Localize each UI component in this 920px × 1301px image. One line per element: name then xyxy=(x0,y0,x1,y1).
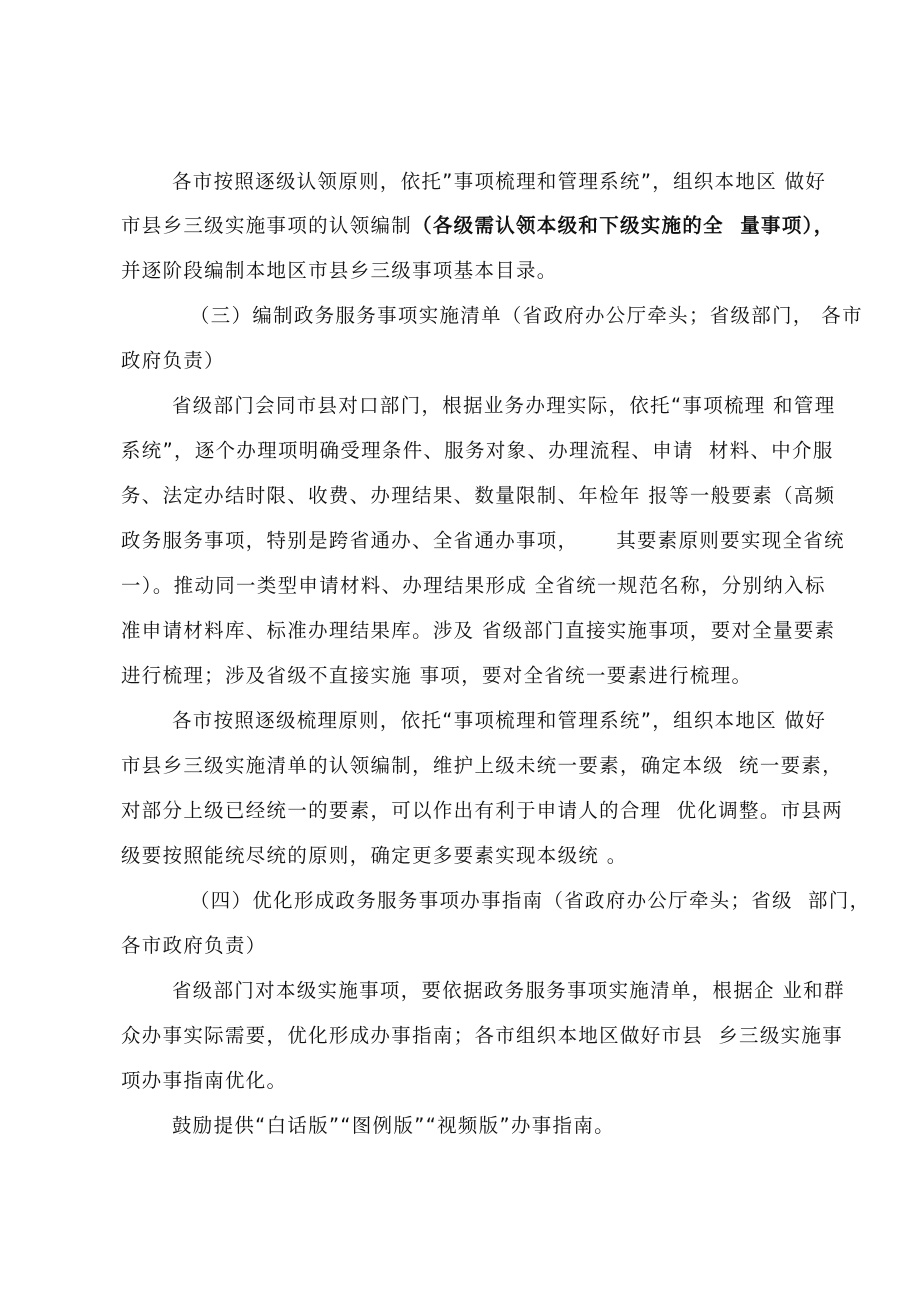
paragraph-6-line-3: 项办事指南优化。 xyxy=(121,1069,288,1092)
paragraph-3-line-7: 进行梳理；涉及省级不直接实施 事项，要对全省统一要素进行梳理。 xyxy=(121,664,753,687)
section-4-heading-line-2: 各市政府负责） xyxy=(121,934,267,957)
section-3-heading-line-2: 政府负责） xyxy=(121,349,225,372)
paragraph-3-line-1: 省级部门会同市县对口部门，根据业务办理实际，依托“事项梳理 和管理 xyxy=(172,394,836,417)
paragraph-3-line-3: 务、法定办结时限、收费、办理结果、数量限制、年检年 报等一般要素（高频 xyxy=(121,484,836,507)
paragraph-7-line-1: 鼓励提供“白话版”“图例版”“视频版”办事指南。 xyxy=(172,1114,615,1137)
paragraph-4-line-4: 级要按照能统尽统的原则，确定更多要素实现本级统 。 xyxy=(121,844,628,867)
section-4-heading-line-1: （四）优化形成政务服务事项办事指南（省政府办公厅牵头；省级 部门， xyxy=(190,889,871,912)
paragraph-6-line-1: 省级部门对本级实施事项，要依据政务服务事项实施清单，根据企 业和群 xyxy=(172,979,845,1002)
paragraph-1-line-2-normal: 市县乡三级实施事项的认领编制 xyxy=(121,214,413,237)
paragraph-4-line-3: 对部分上级已经统一的要素，可以作出有利于申请人的合理 优化调整。市县两 xyxy=(121,799,844,822)
paragraph-3-line-6: 准申请材料库、标准办理结果库。涉及 省级部门直接实施事项，要对全量要素 xyxy=(121,619,836,642)
paragraph-4-line-2: 市县乡三级实施清单的认领编制，维护上级未统一要素，确定本级 统一要素， xyxy=(121,754,844,777)
paragraph-4-line-1: 各市按照逐级梳理原则，依托“事项梳理和管理系统”，组织本地区 做好 xyxy=(172,709,827,732)
paragraph-3-line-2: 系统”，逐个办理项明确受理条件、服务对象、办理流程、申请 材料、中介服 xyxy=(121,439,834,462)
section-3-heading-line-1: （三）编制政务服务事项实施清单（省政府办公厅牵头；省级部门， 各市 xyxy=(190,304,863,327)
paragraph-1-line-2 xyxy=(121,213,835,239)
paragraph-3-line-4: 政务服务事项，特别是跨省通办、全省通办事项， 其要素原则要实现全省统 xyxy=(121,529,845,552)
paragraph-1-line-1: 各市按照逐级认领原则，依托”事项梳理和管理系统”，组织本地区 做好 xyxy=(172,170,827,193)
paragraph-3-line-5: 一）。推动同一类型申请材料、办理结果形成 全省统一规范名称，分别纳入标 xyxy=(121,574,826,597)
paragraph-1-line-2-bold: （各级需认领本级和下级实施的全 量事项）， xyxy=(412,214,835,237)
paragraph-1-line-3: 并逐阶段编制本地区市县乡三级事项基本目录。 xyxy=(121,259,558,282)
paragraph-6-line-2: 众办事实际需要，优化形成办事指南；各市组织本地区做好市县 乡三级实施事 xyxy=(121,1024,844,1047)
